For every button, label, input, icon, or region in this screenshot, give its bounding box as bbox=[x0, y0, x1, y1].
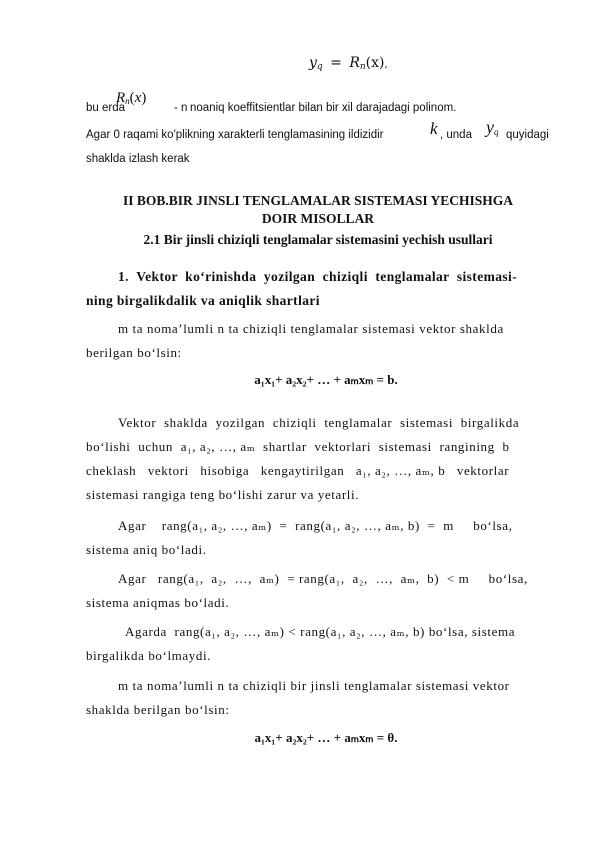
intro-yq-symbol: $y_q$ bbox=[486, 117, 499, 137]
paragraph-1 bbox=[86, 317, 547, 365]
equation-2: a₁x₁+ a₂x₂+ … + aₘxₘ = θ. bbox=[254, 730, 398, 745]
intro-line2-text-d: quyidagi bbox=[506, 129, 549, 141]
subsection-line-2: ning birgalikdalik va aniqlik shartlari bbox=[86, 293, 320, 308]
subsection-line-1: 1. Vektor ko‘rinishda yozilgan chiziqli tenglamalar sistemasi- bbox=[118, 269, 518, 284]
intro-text-b: - n bbox=[174, 102, 188, 114]
formula-rhs-func: R bbox=[349, 55, 360, 71]
formula-equals: = bbox=[330, 55, 342, 71]
paragraph-2-line-3: cheklash vektori hisobiga kengaytirilgan a₁, a₂, …, aₘ, b vektorlar bbox=[86, 463, 510, 478]
paragraph-6-line-1: m ta noma’lumli n ta chiziqli bir jinsli tenglamalar sistemasi vektor bbox=[118, 678, 510, 693]
intro-inline-formula: $R_n(x)$ bbox=[116, 90, 147, 106]
paragraph-1-line-2: berilgan bo‘lsin: bbox=[86, 345, 182, 360]
formula-trailing: , bbox=[384, 59, 388, 70]
formula-lhs-sub: q bbox=[316, 62, 323, 72]
chapter-title-line-1: II BOB.BIR JINSLI TENGLAMALAR SISTEMASI YECHISHGA bbox=[122, 193, 514, 208]
subsection-heading bbox=[86, 265, 551, 313]
equation-1: a₁x₁+ a₂x₂+ … + aₘxₘ = b. bbox=[254, 372, 398, 387]
paragraph-3 bbox=[86, 514, 547, 562]
formula-top bbox=[309, 55, 388, 72]
paragraph-6 bbox=[86, 674, 547, 722]
intro-line2-text-c: , unda bbox=[440, 129, 472, 141]
paragraph-5 bbox=[86, 620, 547, 668]
intro-line-2 bbox=[86, 117, 556, 143]
paragraph-2-line-2: bo‘lishi uchun a₁, a₂, …, aₘ shartlar vektorlari sistemasi rangining b bbox=[86, 439, 510, 454]
paragraph-5-line-1: Agarda rang(a₁, a₂, …, aₘ) < rang(a₁, a₂, …, aₘ, b) bo‘lsa, sistema bbox=[118, 624, 516, 639]
paragraph-5-line-2: birgalikda bo‘lmaydi. bbox=[86, 648, 212, 663]
chapter-title bbox=[80, 192, 556, 228]
paragraph-3-line-1: Agar rang(a₁, a₂, …, aₘ) = rang(a₁, a₂, …, aₘ, b) = m bo‘lsa, bbox=[118, 518, 513, 533]
intro-text-a: bu erda bbox=[86, 102, 126, 114]
section-heading: 2.1 Bir jinsli chiziqli tenglamalar sistemasini yechish usullari bbox=[143, 232, 493, 247]
intro-line2-text-a: Agar 0 raqami ko'plikning xarakterli tenglamasining ildizidir bbox=[86, 129, 384, 141]
formula-lhs: y bbox=[309, 55, 317, 71]
paragraph-2 bbox=[86, 411, 547, 507]
formula-rhs-sub: n bbox=[359, 62, 366, 72]
intro-k-symbol: k bbox=[430, 119, 438, 138]
intro-text-c: noaniq koeffitsientlar bilan bir xil darajadagi polinom. bbox=[190, 102, 457, 114]
paragraph-2-line-1: Vektor shaklda yozilgan chiziqli tenglamalar sistemasi birgalikda bbox=[118, 415, 520, 430]
paragraph-1-line-1: m ta noma’lumli n ta chiziqli tenglamalar sistemasi vektor shaklda bbox=[118, 321, 504, 336]
paragraph-2-line-4: sistemasi rangiga teng bo‘lishi zarur va yetarli. bbox=[86, 487, 360, 502]
paragraph-4-line-1: Agar rang(a₁, a₂, …, aₘ) = rang(a₁, a₂, …, aₘ, b) < m bo‘lsa, bbox=[118, 571, 528, 586]
formula-rhs-arg: (x) bbox=[365, 55, 385, 71]
paragraph-6-line-2: shaklda berilgan bo‘lsin: bbox=[86, 702, 230, 717]
intro-line-3: shaklda izlash kerak bbox=[86, 153, 190, 165]
chapter-title-line-2: DOIR MISOLLAR bbox=[261, 211, 375, 226]
paragraph-4 bbox=[86, 567, 547, 615]
intro-line-1 bbox=[86, 90, 556, 114]
paragraph-4-line-2: sistema aniqmas bo‘ladi. bbox=[86, 595, 230, 610]
paragraph-3-line-2: sistema aniq bo‘ladi. bbox=[86, 542, 207, 557]
